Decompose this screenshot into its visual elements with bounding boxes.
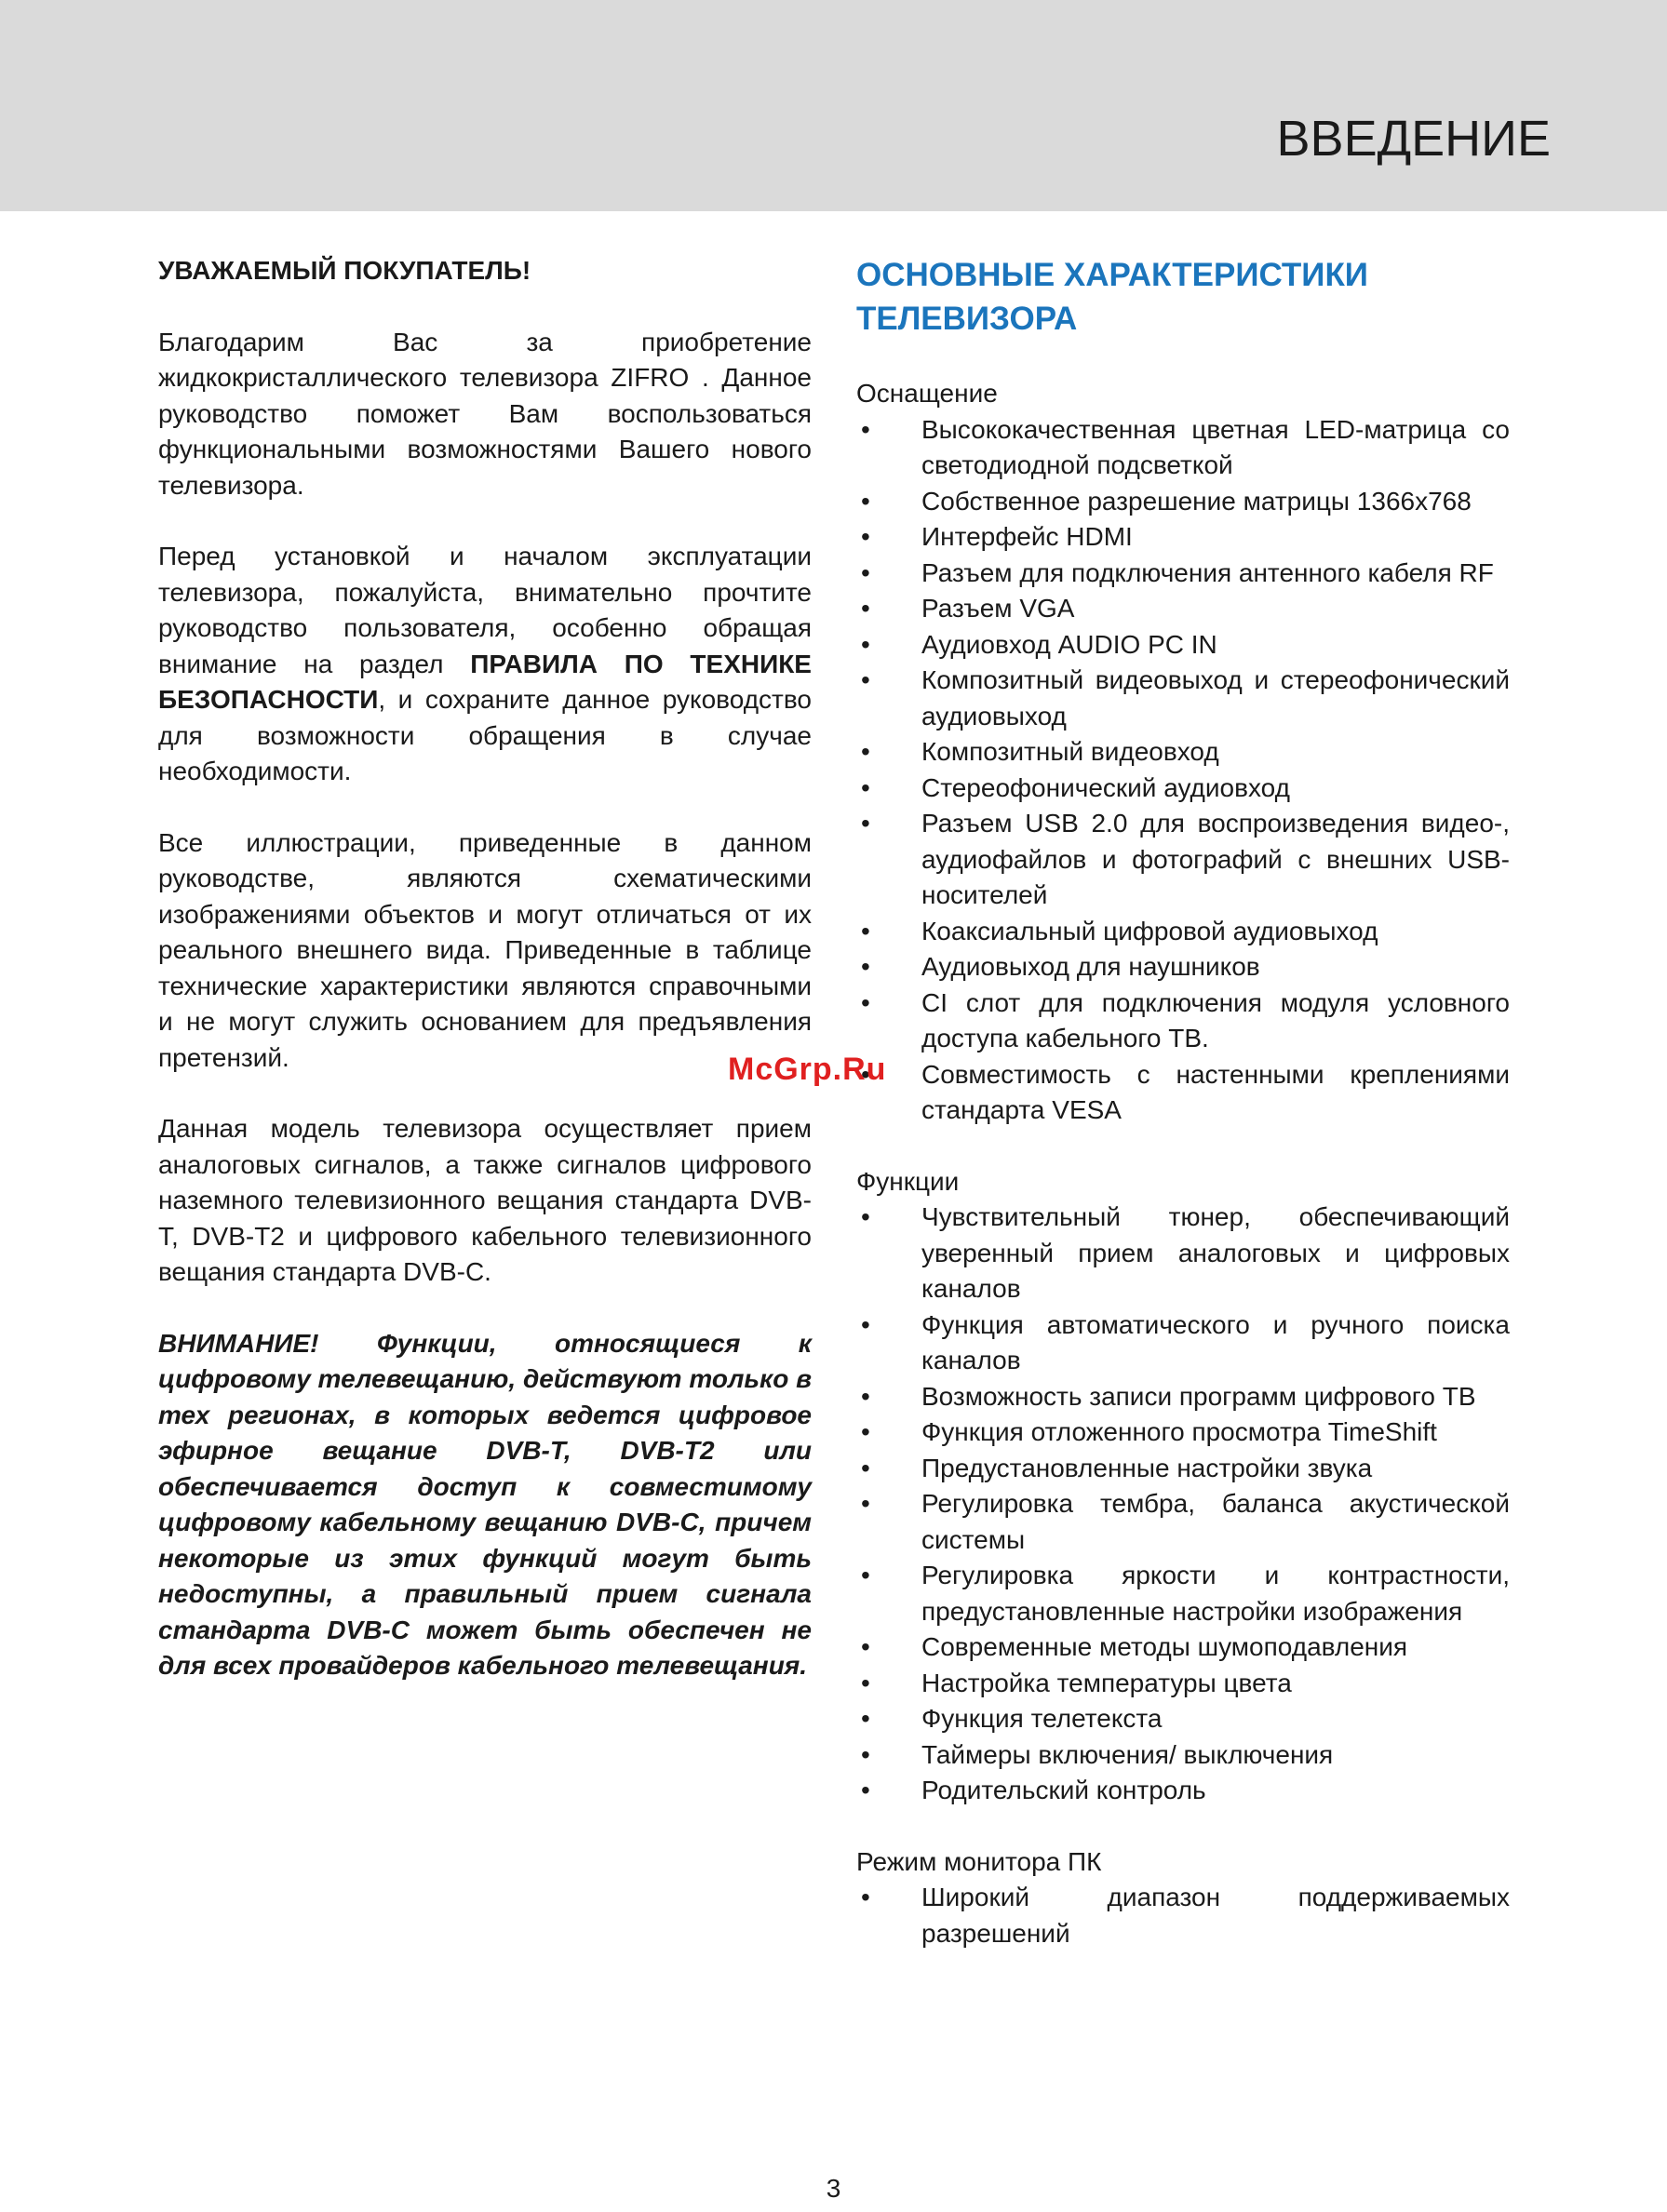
equipment-list-item: • Композитный видеовыход и стереофонический аудиовыход — [856, 663, 1510, 734]
functions-list-item: • Функция телетекста — [856, 1701, 1510, 1737]
signals-paragraph: Данная модель телевизора осуществляет прием аналоговых сигналов, а также сигналов цифрового наземного телевизионного вещания стандарта DVB-T, DVB-T2 и цифрового кабельного телевизионного вещания стандарта DVB-C. — [158, 1114, 812, 1286]
functions-list-item: • Чувствительный тюнер, обеспечивающий уверенный прием аналоговых и цифровых каналов — [856, 1200, 1510, 1307]
illustrations-paragraph: Все иллюстрации, приведенные в данном руководстве, являются схематическими изображениями объектов и могут отличаться от их реального внешнего вида. Приведенные в таблице технические характеристики являются справочными и не могут служить основанием для предъявления претензий. — [158, 827, 812, 1072]
safety-text-before: Перед установкой и началом эксплуатации телевизора, пожалуйста, внимательно прочтите руководство пользователя, особенно обращая внимание на раздел — [158, 542, 812, 678]
equipment-list-item: • Разъем VGA — [856, 591, 1510, 627]
equipment-list-item: • Аудиовход AUDIO PC IN — [856, 627, 1510, 664]
equipment-list-item: • Коаксиальный цифровой аудиовыход — [856, 914, 1510, 950]
left-column — [158, 253, 812, 1684]
functions-list-item: • Предустановленные настройки звука — [856, 1451, 1510, 1487]
pc-mode-heading: Режим монитора ПК — [856, 1846, 1102, 1876]
functions-list-item: • Функция автоматического и ручного поиска каналов — [856, 1307, 1510, 1379]
equipment-list-item: • Стереофонический аудиовход — [856, 771, 1510, 807]
right-column — [856, 253, 1510, 1987]
page-title: ВВЕДЕНИЕ — [1276, 111, 1551, 167]
functions-list-item: • Функция отложенного просмотра TimeShift — [856, 1414, 1510, 1451]
functions-list-item: • Родительский контроль — [856, 1773, 1510, 1809]
intro-paragraph: Благодарим Вас за приобретение жидкокристаллического телевизора ZIFRO . Данное руководство поможет Вам воспользоваться функциональными возможностями Вашего нового телевизора. — [158, 327, 812, 500]
functions-list-item: • Регулировка тембра, баланса акустической системы — [856, 1486, 1510, 1558]
functions-list — [856, 1200, 1510, 1809]
equipment-list-item: • CI слот для подключения модуля условного доступа кабельного ТВ. — [856, 985, 1510, 1057]
functions-heading: Функции — [856, 1166, 960, 1196]
pc-mode-list-item: • Широкий диапазон поддерживаемых разрешений — [856, 1880, 1510, 1951]
equipment-heading: Оснащение — [856, 379, 998, 408]
safety-paragraph — [158, 539, 812, 790]
warning-paragraph: ВНИМАНИЕ! Функции, относящиеся к цифровому телевещанию, действуют только в тех регионах, в которых ведется цифровое эфирное вещание DVB-T, DVB-T2 или обеспечивается доступ к совместимому цифровому кабельному вещанию DVB-C, причем некоторые из этих функций могут быть недоступны, а правильный прием сигнала стандарта DVB-C может быть обеспечен не для всех провайдеров кабельного телевещания. — [158, 1328, 812, 1680]
greeting-heading: УВАЖАЕМЫЙ ПОКУПАТЕЛЬ! — [158, 256, 531, 285]
functions-list-item: • Возможность записи программ цифрового ТВ — [856, 1379, 1510, 1415]
equipment-list-item: • Разъем USB 2.0 для воспроизведения видео-, аудиофайлов и фотографий с внешних USB-носителей — [856, 806, 1510, 914]
equipment-list-item: • Интерфейс HDMI — [856, 519, 1510, 556]
functions-list-item: • Таймеры включения/ выключения — [856, 1737, 1510, 1774]
functions-list-item: • Настройка температуры цвета — [856, 1666, 1510, 1702]
safety-rules-reference: ПРАВИЛА ПО ТЕХНИКЕ БЕЗОПАСНОСТИ — [158, 649, 812, 714]
watermark: McGrp.Ru — [728, 1052, 887, 1087]
equipment-list-item: • Аудиовыход для наушников — [856, 949, 1510, 985]
page-number: 3 — [826, 2174, 841, 2203]
header-band — [0, 0, 1667, 211]
equipment-list — [856, 412, 1510, 1129]
equipment-list-item: • Разъем для подключения антенного кабеля RF — [856, 556, 1510, 592]
equipment-list-item: • Высококачественная цветная LED-матрица со светодиодной подсветкой — [856, 412, 1510, 484]
equipment-list-item: • Композитный видеовход — [856, 734, 1510, 771]
equipment-list-item: • Совместимость с настенными креплениями стандарта VESA — [856, 1057, 1510, 1129]
safety-text-after: , и сохраните данное руководство для возможности обращения в случае необходимости. — [158, 685, 812, 785]
pc-mode-list — [856, 1880, 1510, 1951]
functions-list-item: • Регулировка яркости и контрастности, предустановленные настройки изображения — [856, 1558, 1510, 1629]
equipment-list-item: • Собственное разрешение матрицы 1366х768 — [856, 484, 1510, 520]
section-title: ОСНОВНЫЕ ХАРАКТЕРИСТИКИ ТЕЛЕВИЗОРА — [856, 257, 1368, 337]
functions-list-item: • Современные методы шумоподавления — [856, 1629, 1510, 1666]
